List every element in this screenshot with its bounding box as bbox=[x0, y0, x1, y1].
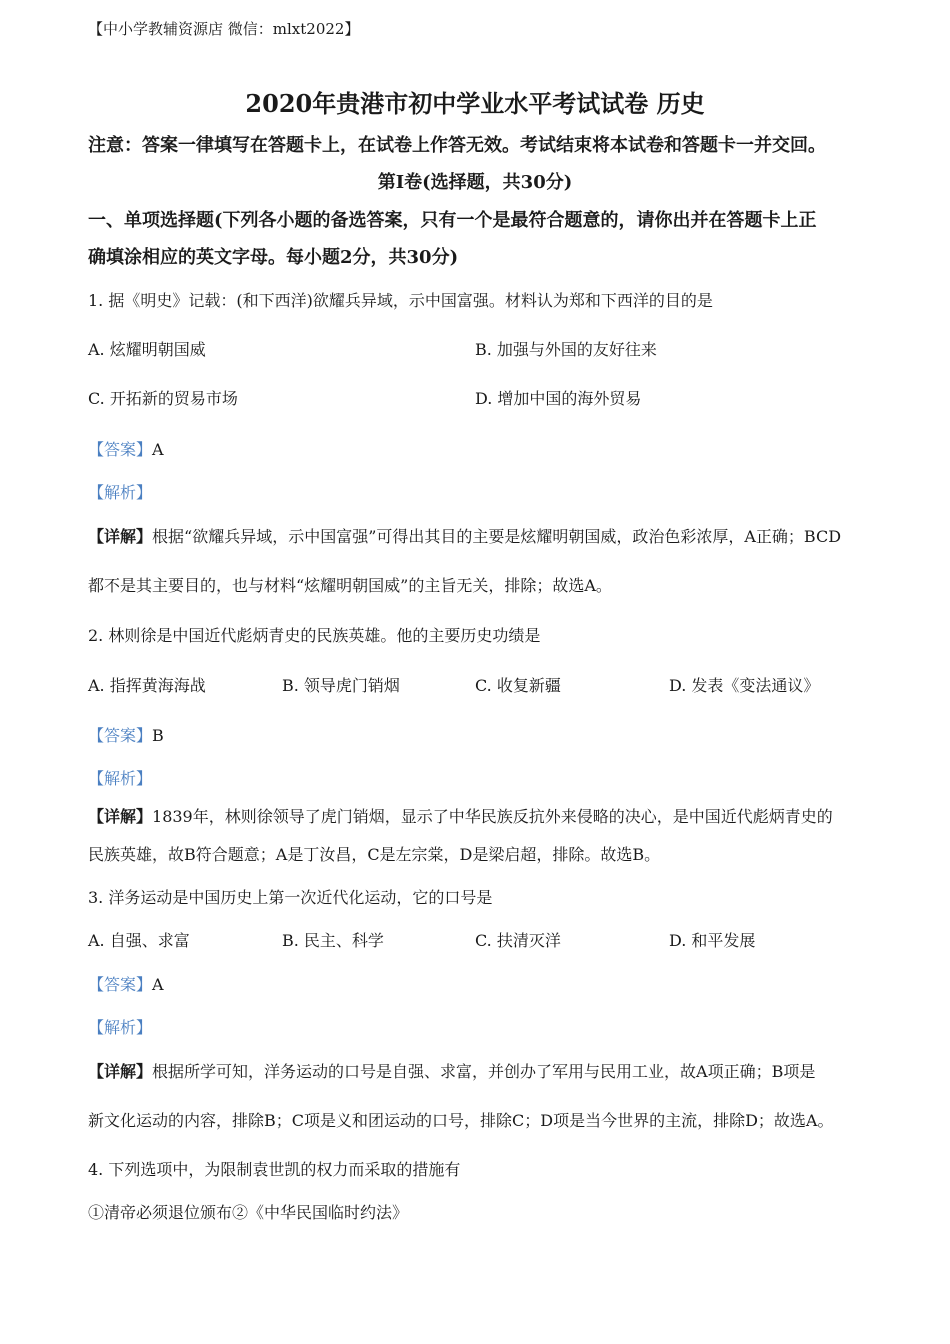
notice: 注意：答案一律填写在答题卡上，在试卷上作答无效。考试结束将本试卷和答题卡一并交回。 bbox=[88, 135, 826, 156]
question-1-option-c: C. 开拓新的贸易市场 bbox=[88, 389, 238, 408]
question-2-option-d: D. 发表《变法通议》 bbox=[669, 676, 820, 695]
analysis-label: 【解析】 bbox=[88, 1018, 153, 1037]
question-3-answer bbox=[88, 972, 164, 995]
answer-value: A bbox=[152, 975, 164, 994]
question-1-answer bbox=[88, 437, 164, 460]
part-title: 第Ⅰ卷(选择题，共30分) bbox=[377, 172, 573, 193]
question-2-option-a: A. 指挥黄海海战 bbox=[88, 676, 206, 695]
question-4-stem: 4. 下列选项中，为限制袁世凯的权力而采取的措施有 bbox=[88, 1160, 461, 1179]
question-1-option-b: B. 加强与外国的友好往来 bbox=[475, 340, 657, 359]
question-3-option-b: B. 民主、科学 bbox=[282, 931, 384, 950]
question-1-detail-line-1 bbox=[88, 524, 841, 547]
answer-label: 【答案】 bbox=[88, 726, 153, 745]
answer-value: B bbox=[152, 726, 164, 745]
page-title: 2020年贵港市初中学业水平考试试卷 历史 bbox=[245, 89, 705, 118]
question-2-answer bbox=[88, 723, 164, 746]
question-2-detail-line-1 bbox=[88, 804, 833, 827]
question-3-detail-line-1 bbox=[88, 1059, 815, 1082]
question-3-option-d: D. 和平发展 bbox=[669, 931, 756, 950]
detail-text: 1839年，林则徐领导了虎门销烟，显示了中华民族反抗外来侵略的决心，是中国近代彪炳青史的 bbox=[152, 807, 833, 826]
detail-text: 根据“欲耀兵异域，示中国富强”可得出其目的主要是炫耀明朝国威，政治色彩浓厚，A正确；BCD bbox=[152, 527, 842, 546]
question-1-option-a: A. 炫耀明朝国威 bbox=[88, 340, 206, 359]
question-4-statements: ①清帝必须退位颁布②《中华民国临时约法》 bbox=[88, 1203, 409, 1222]
question-1-detail-line-2: 都不是其主要目的，也与材料“炫耀明朝国威”的主旨无关，排除；故选A。 bbox=[88, 576, 612, 595]
question-1-stem: 1. 据《明史》记载：(和下西洋)欲耀兵异域，示中国富强。材料认为郑和下西洋的目的是 bbox=[88, 291, 713, 310]
question-2-option-b: B. 领导虎门销烟 bbox=[282, 676, 400, 695]
header-note: 【中小学教辅资源店 微信：mlxt2022】 bbox=[88, 20, 360, 38]
question-2-detail-line-2: 民族英雄，故B符合题意；A是丁汝昌，C是左宗棠，D是梁启超，排除。故选B。 bbox=[88, 845, 661, 864]
question-3-stem: 3. 洋务运动是中国历史上第一次近代化运动，它的口号是 bbox=[88, 888, 493, 907]
answer-label: 【答案】 bbox=[88, 975, 153, 994]
question-3-option-c: C. 扶清灭洋 bbox=[475, 931, 561, 950]
question-3-detail-line-2: 新文化运动的内容，排除B；C项是义和团运动的口号，排除C；D项是当今世界的主流，排除D；故选A。 bbox=[88, 1111, 834, 1130]
detail-text: 根据所学可知，洋务运动的口号是自强、求富，并创办了军用与民用工业，故A项正确；B项是 bbox=[152, 1062, 816, 1081]
analysis-label: 【解析】 bbox=[88, 769, 153, 788]
detail-label: 【详解】 bbox=[88, 527, 153, 546]
answer-value: A bbox=[152, 440, 164, 459]
detail-label: 【详解】 bbox=[88, 1062, 153, 1081]
section-instruction-line-1: 一、单项选择题(下列各小题的备选答案，只有一个是最符合题意的，请你出并在答题卡上正 bbox=[88, 210, 817, 231]
question-1-option-d: D. 增加中国的海外贸易 bbox=[475, 389, 642, 408]
question-2-stem: 2. 林则徐是中国近代彪炳青史的民族英雄。他的主要历史功绩是 bbox=[88, 626, 541, 645]
section-instruction-line-2: 确填涂相应的英文字母。每小题2分，共30分) bbox=[88, 247, 459, 268]
analysis-label: 【解析】 bbox=[88, 483, 153, 502]
detail-label: 【详解】 bbox=[88, 807, 153, 826]
question-3-option-a: A. 自强、求富 bbox=[88, 931, 190, 950]
question-2-option-c: C. 收复新疆 bbox=[475, 676, 561, 695]
answer-label: 【答案】 bbox=[88, 440, 153, 459]
